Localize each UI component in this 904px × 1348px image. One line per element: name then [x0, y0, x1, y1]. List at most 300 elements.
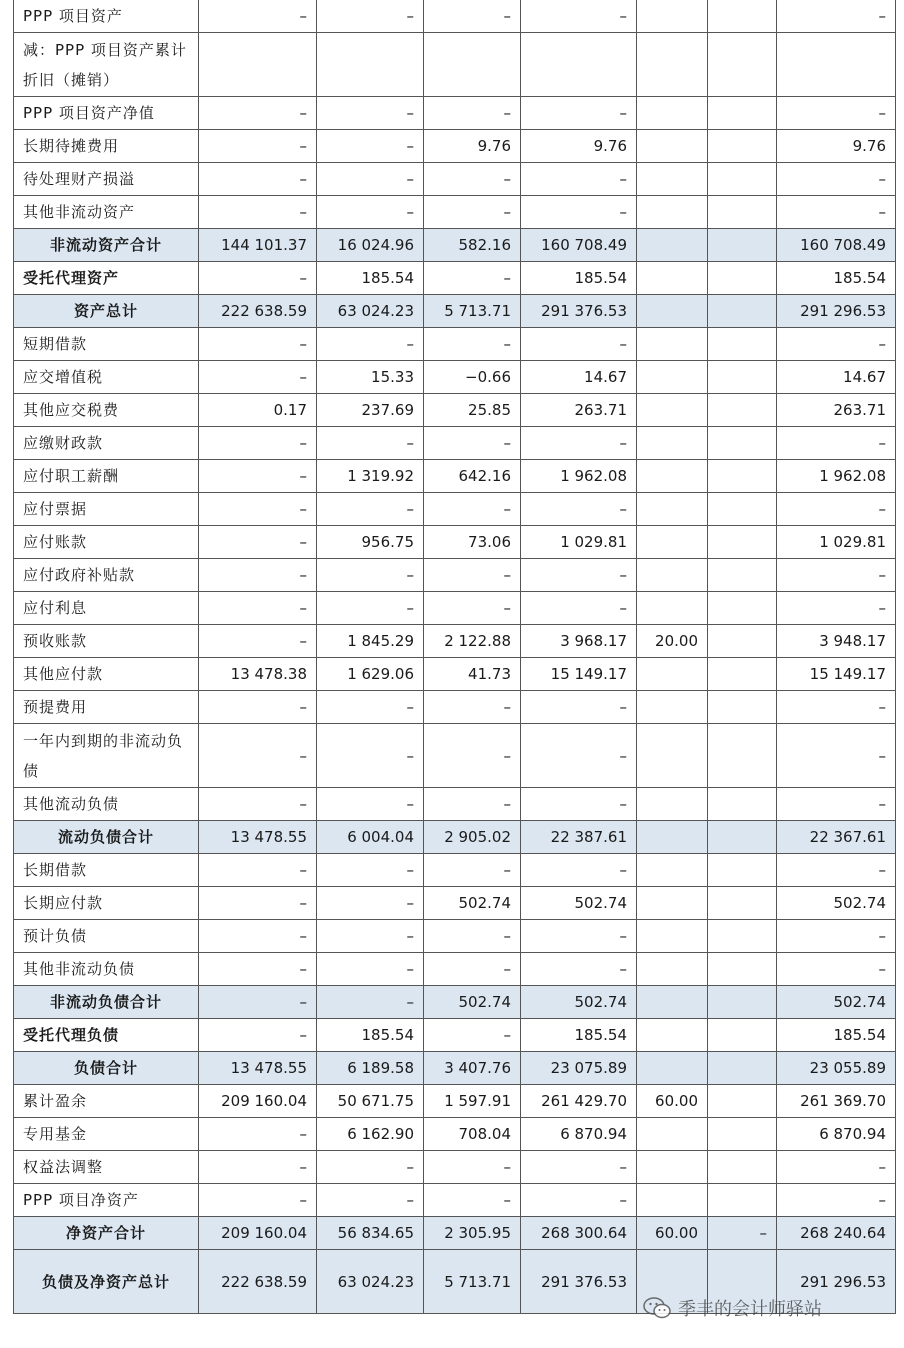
cell-value: 209 160.04 [199, 1217, 317, 1250]
cell-value: – [521, 97, 637, 130]
row-label: 专用基金 [14, 1118, 199, 1151]
row-label: PPP 项目资产 [14, 0, 199, 33]
cell-value: – [777, 97, 896, 130]
cell-value: – [199, 328, 317, 361]
row-label: 长期待摊费用 [14, 130, 199, 163]
cell-value [637, 493, 708, 526]
watermark-text: 季丰的会计师驿站 [678, 1299, 822, 1320]
cell-value: – [424, 262, 521, 295]
cell-value [637, 427, 708, 460]
cell-value: 263.71 [521, 394, 637, 427]
cell-value: 502.74 [521, 887, 637, 920]
cell-value: – [777, 920, 896, 953]
cell-value: 502.74 [777, 887, 896, 920]
cell-value: 41.73 [424, 658, 521, 691]
cell-value: – [199, 1019, 317, 1052]
cell-value: 13 478.38 [199, 658, 317, 691]
cell-value: 63 024.23 [317, 1250, 424, 1314]
table-row [14, 361, 896, 394]
cell-value: 708.04 [424, 1118, 521, 1151]
cell-value: – [199, 788, 317, 821]
row-label: 应缴财政款 [14, 427, 199, 460]
cell-value [708, 1184, 777, 1217]
cell-value: 291 376.53 [521, 295, 637, 328]
cell-value: 144 101.37 [199, 229, 317, 262]
cell-value [708, 887, 777, 920]
cell-value: – [424, 691, 521, 724]
cell-value [708, 460, 777, 493]
table-row [14, 196, 896, 229]
table-row [14, 559, 896, 592]
table-row [14, 526, 896, 559]
cell-value: – [199, 1151, 317, 1184]
cell-value: – [199, 262, 317, 295]
row-label: 减：PPP 项目资产累计折旧（摊销） [14, 33, 199, 97]
cell-value: 14.67 [521, 361, 637, 394]
cell-value [708, 394, 777, 427]
cell-value: – [199, 0, 317, 33]
cell-value: 185.54 [777, 1019, 896, 1052]
cell-value [708, 1052, 777, 1085]
cell-value: 50 671.75 [317, 1085, 424, 1118]
cell-value: 6 870.94 [777, 1118, 896, 1151]
cell-value [637, 163, 708, 196]
cell-value [637, 1151, 708, 1184]
table-row [14, 854, 896, 887]
cell-value: 9.76 [521, 130, 637, 163]
cell-value: 3 407.76 [424, 1052, 521, 1085]
cell-value: 1 029.81 [521, 526, 637, 559]
cell-value: – [199, 97, 317, 130]
cell-value: 291 296.53 [777, 1250, 896, 1314]
cell-value: 502.74 [777, 986, 896, 1019]
cell-value: – [521, 920, 637, 953]
cell-value: – [521, 592, 637, 625]
table-row [14, 130, 896, 163]
row-label: 应付政府补贴款 [14, 559, 199, 592]
cell-value [708, 196, 777, 229]
cell-value: 956.75 [317, 526, 424, 559]
cell-value: 582.16 [424, 229, 521, 262]
table-row [14, 953, 896, 986]
wechat-icon [642, 1295, 672, 1321]
cell-value: 56 834.65 [317, 1217, 424, 1250]
cell-value: 22 387.61 [521, 821, 637, 854]
cell-value: – [199, 460, 317, 493]
cell-value: – [199, 854, 317, 887]
table-row [14, 691, 896, 724]
cell-value [708, 493, 777, 526]
row-label: 预计负债 [14, 920, 199, 953]
cell-value [637, 33, 708, 97]
cell-value: 185.54 [521, 262, 637, 295]
cell-value: 160 708.49 [777, 229, 896, 262]
cell-value [708, 1118, 777, 1151]
cell-value: 15 149.17 [521, 658, 637, 691]
cell-value: – [521, 493, 637, 526]
cell-value: 642.16 [424, 460, 521, 493]
cell-value: – [521, 163, 637, 196]
cell-value: – [199, 625, 317, 658]
cell-value: – [317, 1151, 424, 1184]
cell-value [637, 953, 708, 986]
cell-value: – [199, 1118, 317, 1151]
cell-value: – [317, 788, 424, 821]
cell-value: 261 429.70 [521, 1085, 637, 1118]
cell-value [708, 427, 777, 460]
table-row [14, 394, 896, 427]
cell-value: – [199, 724, 317, 788]
cell-value: 1 319.92 [317, 460, 424, 493]
row-label: PPP 项目资产净值 [14, 97, 199, 130]
table-row [14, 592, 896, 625]
cell-value: 261 369.70 [777, 1085, 896, 1118]
cell-value [708, 788, 777, 821]
cell-value: 25.85 [424, 394, 521, 427]
cell-value [708, 295, 777, 328]
table-row [14, 97, 896, 130]
cell-value: – [521, 854, 637, 887]
cell-value [708, 821, 777, 854]
cell-value: – [777, 328, 896, 361]
cell-value: – [424, 1184, 521, 1217]
row-label: 一年内到期的非流动负债 [14, 724, 199, 788]
cell-value [637, 394, 708, 427]
cell-value [708, 1085, 777, 1118]
cell-value: – [317, 97, 424, 130]
cell-value [708, 691, 777, 724]
cell-value [637, 559, 708, 592]
cell-value: – [199, 526, 317, 559]
cell-value: 0.17 [199, 394, 317, 427]
cell-value: 1 962.08 [521, 460, 637, 493]
cell-value [637, 1118, 708, 1151]
cell-value: – [424, 592, 521, 625]
cell-value: – [521, 427, 637, 460]
row-label: 其他非流动资产 [14, 196, 199, 229]
cell-value: – [777, 724, 896, 788]
cell-value [708, 0, 777, 33]
row-label: 其他非流动负债 [14, 953, 199, 986]
cell-value: – [424, 427, 521, 460]
table-row [14, 1184, 896, 1217]
cell-value [637, 887, 708, 920]
cell-value [637, 526, 708, 559]
cell-value: 185.54 [521, 1019, 637, 1052]
cell-value: – [777, 1184, 896, 1217]
cell-value: – [777, 163, 896, 196]
cell-value: – [317, 691, 424, 724]
cell-value: −0.66 [424, 361, 521, 394]
cell-value: – [199, 887, 317, 920]
cell-value: – [521, 724, 637, 788]
table-row [14, 658, 896, 691]
cell-value: 1 597.91 [424, 1085, 521, 1118]
cell-value: – [199, 592, 317, 625]
cell-value: – [521, 953, 637, 986]
row-label: 累计盈余 [14, 1085, 199, 1118]
cell-value: – [317, 953, 424, 986]
cell-value [637, 229, 708, 262]
watermark [642, 1292, 822, 1324]
row-label: 长期应付款 [14, 887, 199, 920]
cell-value: – [424, 953, 521, 986]
cell-value: – [199, 493, 317, 526]
table-row [14, 295, 896, 328]
cell-value: – [777, 196, 896, 229]
cell-value: 3 968.17 [521, 625, 637, 658]
cell-value: 2 905.02 [424, 821, 521, 854]
cell-value: – [317, 1184, 424, 1217]
row-label: 净资产合计 [14, 1217, 199, 1250]
cell-value [521, 33, 637, 97]
cell-value: – [317, 887, 424, 920]
cell-value: – [777, 854, 896, 887]
cell-value [708, 920, 777, 953]
cell-value: 502.74 [424, 887, 521, 920]
row-label: 非流动负债合计 [14, 986, 199, 1019]
cell-value: – [424, 559, 521, 592]
cell-value: – [777, 493, 896, 526]
cell-value: 1 845.29 [317, 625, 424, 658]
cell-value: – [777, 0, 896, 33]
cell-value: – [521, 788, 637, 821]
cell-value: 15.33 [317, 361, 424, 394]
table-row [14, 1085, 896, 1118]
cell-value: – [199, 691, 317, 724]
cell-value [637, 724, 708, 788]
cell-value [637, 295, 708, 328]
cell-value [637, 460, 708, 493]
cell-value [637, 262, 708, 295]
cell-value [637, 1052, 708, 1085]
cell-value [708, 986, 777, 1019]
cell-value: – [199, 986, 317, 1019]
cell-value: 209 160.04 [199, 1085, 317, 1118]
table-row [14, 1118, 896, 1151]
cell-value [708, 229, 777, 262]
cell-value: 73.06 [424, 526, 521, 559]
cell-value: – [521, 0, 637, 33]
cell-value: 60.00 [637, 1217, 708, 1250]
row-label: 应付票据 [14, 493, 199, 526]
cell-value [777, 33, 896, 97]
table-row [14, 163, 896, 196]
cell-value: – [424, 196, 521, 229]
cell-value: 268 300.64 [521, 1217, 637, 1250]
cell-value [637, 788, 708, 821]
cell-value: 13 478.55 [199, 1052, 317, 1085]
cell-value: – [521, 691, 637, 724]
row-label: 其他应付款 [14, 658, 199, 691]
cell-value: 6 162.90 [317, 1118, 424, 1151]
cell-value: – [199, 361, 317, 394]
table-row [14, 724, 896, 788]
cell-value: 268 240.64 [777, 1217, 896, 1250]
cell-value [637, 328, 708, 361]
cell-value [708, 724, 777, 788]
cell-value: 160 708.49 [521, 229, 637, 262]
row-label: 待处理财产损溢 [14, 163, 199, 196]
cell-value [637, 97, 708, 130]
balance-sheet-table [13, 0, 896, 1314]
cell-value: 1 962.08 [777, 460, 896, 493]
cell-value [637, 986, 708, 1019]
cell-value [637, 361, 708, 394]
cell-value [637, 854, 708, 887]
row-label: 应交增值税 [14, 361, 199, 394]
cell-value [637, 1019, 708, 1052]
table-row [14, 920, 896, 953]
cell-value: 3 948.17 [777, 625, 896, 658]
cell-value: – [317, 592, 424, 625]
cell-value [708, 1151, 777, 1184]
table-row [14, 1217, 896, 1250]
cell-value: – [317, 328, 424, 361]
row-label: PPP 项目净资产 [14, 1184, 199, 1217]
cell-value: 222 638.59 [199, 295, 317, 328]
cell-value: – [777, 1151, 896, 1184]
cell-value: 5 713.71 [424, 1250, 521, 1314]
cell-value: – [424, 163, 521, 196]
cell-value: – [199, 427, 317, 460]
cell-value [708, 328, 777, 361]
table-row [14, 1019, 896, 1052]
cell-value: – [521, 196, 637, 229]
cell-value [637, 1184, 708, 1217]
cell-value: – [777, 592, 896, 625]
cell-value [708, 625, 777, 658]
cell-value: 5 713.71 [424, 295, 521, 328]
table-row [14, 229, 896, 262]
table-row [14, 821, 896, 854]
cell-value: – [199, 196, 317, 229]
cell-value: – [317, 196, 424, 229]
cell-value: – [317, 724, 424, 788]
cell-value [637, 592, 708, 625]
cell-value: – [424, 0, 521, 33]
cell-value: 502.74 [424, 986, 521, 1019]
cell-value: 6 189.58 [317, 1052, 424, 1085]
row-label: 预提费用 [14, 691, 199, 724]
row-label: 应付账款 [14, 526, 199, 559]
cell-value [708, 559, 777, 592]
table-row [14, 625, 896, 658]
table-row [14, 0, 896, 33]
cell-value: – [424, 493, 521, 526]
cell-value: 9.76 [424, 130, 521, 163]
cell-value: 20.00 [637, 625, 708, 658]
cell-value [708, 262, 777, 295]
cell-value: – [424, 1019, 521, 1052]
row-label: 资产总计 [14, 295, 199, 328]
cell-value: 185.54 [317, 262, 424, 295]
cell-value: – [777, 427, 896, 460]
cell-value: 14.67 [777, 361, 896, 394]
cell-value: – [317, 130, 424, 163]
row-label: 非流动资产合计 [14, 229, 199, 262]
cell-value: 16 024.96 [317, 229, 424, 262]
cell-value: – [317, 493, 424, 526]
cell-value: – [199, 920, 317, 953]
table-row [14, 887, 896, 920]
cell-value: 2 122.88 [424, 625, 521, 658]
cell-value: 2 305.95 [424, 1217, 521, 1250]
cell-value: – [424, 328, 521, 361]
cell-value: – [317, 986, 424, 1019]
table-row [14, 788, 896, 821]
cell-value: 1 629.06 [317, 658, 424, 691]
cell-value: 263.71 [777, 394, 896, 427]
cell-value: 13 478.55 [199, 821, 317, 854]
cell-value: – [317, 0, 424, 33]
cell-value [637, 821, 708, 854]
cell-value: – [424, 724, 521, 788]
cell-value: – [317, 854, 424, 887]
cell-value: 185.54 [777, 262, 896, 295]
cell-value [637, 691, 708, 724]
table-row [14, 33, 896, 97]
cell-value: – [521, 1184, 637, 1217]
row-label: 负债及净资产总计 [14, 1250, 199, 1314]
cell-value: 63 024.23 [317, 295, 424, 328]
cell-value: 22 367.61 [777, 821, 896, 854]
cell-value: 237.69 [317, 394, 424, 427]
cell-value: 291 296.53 [777, 295, 896, 328]
table-row [14, 493, 896, 526]
cell-value: 6 004.04 [317, 821, 424, 854]
cell-value: – [317, 920, 424, 953]
row-label: 受托代理负债 [14, 1019, 199, 1052]
cell-value: – [199, 163, 317, 196]
cell-value [637, 130, 708, 163]
row-label: 预收账款 [14, 625, 199, 658]
cell-value: 185.54 [317, 1019, 424, 1052]
row-label: 其他应交税费 [14, 394, 199, 427]
cell-value: 1 029.81 [777, 526, 896, 559]
row-label: 应付职工薪酬 [14, 460, 199, 493]
cell-value: – [521, 328, 637, 361]
cell-value: – [199, 1184, 317, 1217]
cell-value [708, 526, 777, 559]
cell-value: – [424, 854, 521, 887]
cell-value: 23 075.89 [521, 1052, 637, 1085]
row-label: 短期借款 [14, 328, 199, 361]
row-label: 权益法调整 [14, 1151, 199, 1184]
cell-value [637, 0, 708, 33]
cell-value: 6 870.94 [521, 1118, 637, 1151]
cell-value: 291 376.53 [521, 1250, 637, 1314]
cell-value [708, 163, 777, 196]
row-label: 受托代理资产 [14, 262, 199, 295]
cell-value [637, 196, 708, 229]
cell-value: – [424, 1151, 521, 1184]
cell-value: – [521, 559, 637, 592]
cell-value: – [424, 97, 521, 130]
cell-value [637, 920, 708, 953]
row-label: 流动负债合计 [14, 821, 199, 854]
cell-value: – [317, 163, 424, 196]
cell-value: – [317, 559, 424, 592]
row-label: 长期借款 [14, 854, 199, 887]
cell-value: – [199, 559, 317, 592]
cell-value [424, 33, 521, 97]
table-row [14, 460, 896, 493]
cell-value [708, 658, 777, 691]
cell-value [708, 130, 777, 163]
cell-value: 222 638.59 [199, 1250, 317, 1314]
cell-value [199, 33, 317, 97]
